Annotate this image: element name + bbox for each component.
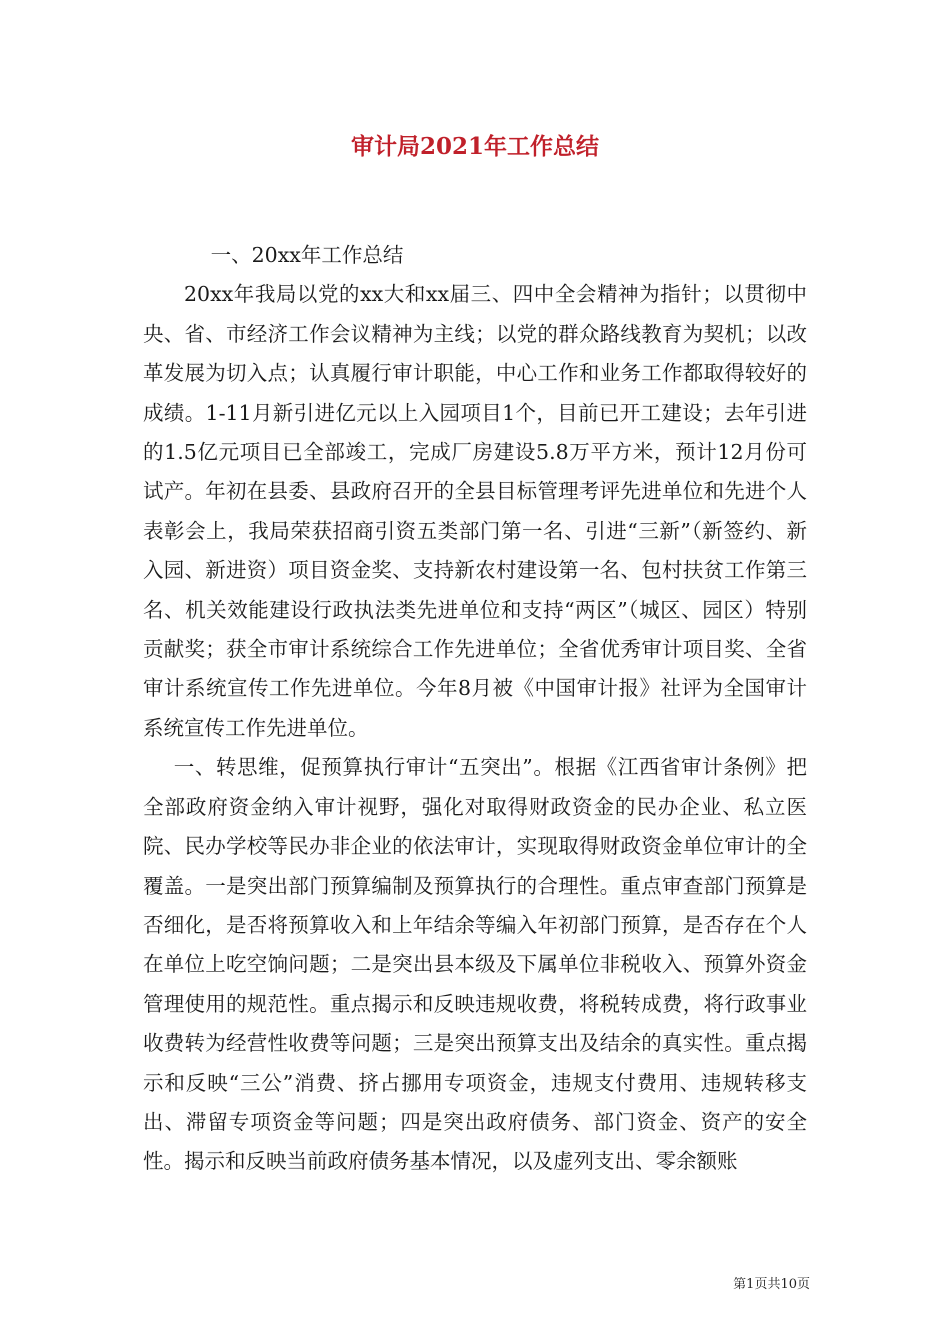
section-heading: 一、20xx年工作总结 bbox=[210, 243, 404, 267]
budget-audit-paragraph: 一、转思维，促预算执行审计“五突出”。根据《江西省审计条例》把全部政府资金纳入审计视野，强化对取得财政资金的民办企业、私立医院、民办学校等民办非企业的依法审计，实现取得财政资金单位审计的全覆盖。一是突出部门预算编制及预算执行的合理性。重点审查部门预算是否细化，是否将预算收入和上年结余等编入年初部门预算，是否存在个人在单位上吃空饷问题；二是突出县本级及下属单位非税收入、预算外资金管理使用的规范性。重点揭示和反映违规收费，将税转成费，将行政事业收费转为经营性收费等问题；三是突出预算支出及结余的真实性。重点揭示和反映“三公”消费、挤占挪用专项资金，违规支付费用、违规转移支出、滞留专项资金等问题；四是突出政府债务、部门资金、资产的安全性。揭示和反映当前政府债务基本情况，以及虚列支出、零余额账 bbox=[143, 755, 807, 1174]
summary-paragraph: 20xx年我局以党的xx大和xx届三、四中全会精神为指针；以贯彻中央、省、市经济工作会议精神为主线；以党的群众路线教育为契机；以改革发展为切入点；认真履行审计职能，中心工作和业务工作都取得较好的成绩。1-11月新引进亿元以上入园项目1个，目前已开工建设；去年引进的1.5亿元项目已全部竣工，完成厂房建设5.8万平方米，预计12月份可试产。年初在县委、县政府召开的全县目标管理考评先进单位和先进个人表彰会上，我局荣获招商引资五类部门第一名、引进“三新”（新签约、新入园、新进资）项目资金奖、支持新农村建设第一名、包村扶贫工作第三名、机关效能建设行政执法类先进单位和支持“两区”（城区、园区）特别贡献奖；获全市审计系统综合工作先进单位；全省优秀审计项目奖、全省审计系统宣传工作先进单位。今年8月被《中国审计报》社评为全国审计系统宣传工作先进单位。 bbox=[143, 282, 807, 740]
page-number: 第1页共10页 bbox=[733, 1277, 810, 1292]
document-body bbox=[143, 236, 807, 1182]
document-title: 审计局2021年工作总结 bbox=[350, 133, 599, 160]
